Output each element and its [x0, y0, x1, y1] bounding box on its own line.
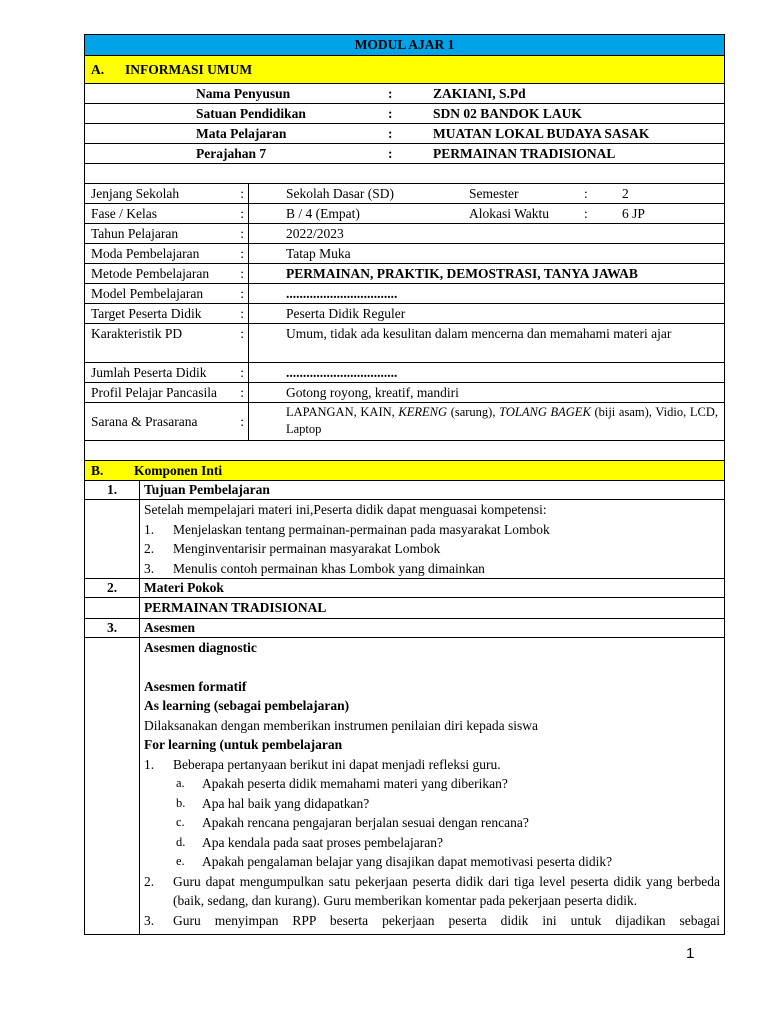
section-a-title: INFORMASI UMUM: [125, 62, 253, 77]
alokasi-value: 6 JP: [622, 206, 645, 221]
item-text: Apa hal baik yang didapatkan?: [202, 795, 370, 811]
info-value: SDN 02 BANDOK LAUK: [433, 106, 582, 121]
info-label: Nama Penyusun: [196, 86, 291, 101]
info-value: ZAKIANI, S.Pd: [433, 86, 526, 101]
detail-colon: :: [240, 266, 244, 281]
subsection-number: 3.: [85, 619, 140, 637]
item-text: Menulis contoh permainan khas Lombok yang dimainkan: [173, 560, 485, 576]
info-label: Perajahan 7: [196, 146, 267, 161]
info-value: MUATAN LOKAL BUDAYA SASAK: [433, 126, 650, 141]
subsection-materi: [85, 579, 724, 598]
detail-row-metode: [85, 264, 724, 284]
info-row-mapel: [85, 124, 724, 144]
module-document: [84, 34, 725, 935]
detail-colon: :: [240, 246, 244, 261]
detail-label: Profil Pelajar Pancasila: [91, 385, 217, 400]
semester-label: Semester: [469, 186, 519, 201]
detail-label: Target Peserta Didik: [91, 306, 202, 321]
detail-colon: :: [240, 226, 244, 241]
item-number: 1.: [144, 756, 155, 772]
item-letter: c.: [176, 815, 185, 829]
detail-value: .................................: [286, 286, 398, 301]
detail-row-tahun: [85, 224, 724, 244]
materi-content: PERMAINAN TRADISIONAL: [144, 600, 327, 615]
as-learning-heading: As learning (sebagai pembelajaran): [144, 698, 350, 713]
alokasi-label: Alokasi Waktu: [469, 206, 550, 221]
item-letter: a.: [176, 776, 185, 790]
as-learning-desc: Dilaksanakan dengan memberikan instrumen penilaian diri kepada siswa: [144, 717, 538, 733]
detail-row-target: [85, 304, 724, 324]
detail-value: Sekolah Dasar (SD): [286, 186, 394, 201]
subsection-title: Asesmen: [144, 619, 195, 635]
detail-row-karakteristik: [85, 324, 724, 363]
subsection-title: Tujuan Pembelajaran: [144, 482, 270, 497]
sub-list-item: [144, 813, 720, 833]
item-number: 1.: [144, 521, 155, 537]
detail-value: Peserta Didik Reguler: [286, 306, 406, 321]
sarana-part: (biji asam), Vidio, LCD, Laptop: [286, 405, 718, 436]
sarana-kereng: KERENG: [398, 405, 448, 419]
item-text: Apakah peserta didik memahami materi yang diberikan?: [202, 776, 508, 791]
detail-row-jenjang: [85, 184, 724, 204]
subsection-title: Materi Pokok: [144, 580, 224, 595]
detail-colon: :: [240, 186, 244, 201]
detail-value: 2022/2023: [286, 226, 344, 241]
item-text: Guru menyimpan RPP beserta pekerjaan peserta didik ini untuk dijadikan sebagai: [173, 912, 720, 928]
sarana-tolang-bagek: TOLANG BAGEK: [499, 405, 591, 419]
item-letter: b.: [176, 795, 186, 810]
list-item: [144, 520, 720, 540]
detail-colon: :: [240, 365, 244, 380]
detail-label: Jenjang Sekolah: [91, 186, 180, 201]
detail-label: Karakteristik PD: [91, 326, 183, 341]
subsection-tujuan: [85, 481, 724, 500]
item-text: Apakah rencana pengajaran berjalan sesuai dengan rencana?: [202, 815, 529, 830]
detail-value: B / 4 (Empat): [286, 206, 360, 221]
item-text: Apakah pengalaman belajar yang disajikan dapat memotivasi peserta didik?: [202, 854, 613, 869]
materi-body: [85, 598, 724, 619]
item-number: 2.: [144, 541, 155, 556]
sub-list-item: [144, 852, 720, 872]
page-number: 1: [686, 945, 695, 962]
subsection-number: 2.: [85, 579, 140, 597]
detail-colon: :: [240, 385, 244, 400]
tujuan-intro: Setelah mempelajari materi ini,Peserta didik dapat menguasai kompetensi:: [144, 502, 547, 517]
detail-label: Model Pembelajaran: [91, 286, 204, 301]
detail-value: PERMAINAN, PRAKTIK, DEMOSTRASI, TANYA JAWAB: [286, 266, 638, 281]
detail-row-profil: [85, 383, 724, 403]
detail-value: [249, 403, 724, 440]
asesmen-formatif: Asesmen formatif: [144, 678, 247, 694]
detail-colon: :: [240, 206, 244, 221]
subsection-number: 1.: [85, 481, 140, 499]
item-number: 2.: [144, 873, 155, 889]
detail-colon: :: [240, 286, 244, 301]
info-colon: :: [388, 106, 393, 121]
detail-colon: :: [240, 326, 244, 341]
item-number: 3.: [144, 912, 155, 928]
list-item: [144, 539, 720, 559]
item-text: Apa kendala pada saat proses pembelajaran?: [202, 834, 444, 850]
asesmen-body: [85, 638, 724, 936]
section-b-header: [85, 461, 724, 481]
sub-list-item: [144, 794, 720, 814]
detail-row-sarana: [85, 403, 724, 441]
item-letter: e.: [176, 854, 185, 868]
detail-value: Umum, tidak ada kesulitan dalam mencerna dan memahami materi ajar: [286, 326, 672, 341]
info-colon: :: [388, 146, 393, 161]
semester-colon: :: [584, 186, 588, 201]
info-row-satuan: [85, 104, 724, 124]
item-text: Menjelaskan tentang permainan-permainan pada masyarakat Lombok: [173, 521, 550, 537]
info-colon: :: [388, 126, 393, 141]
item-text: Beberapa pertanyaan berikut ini dapat menjadi refleksi guru.: [173, 756, 501, 772]
info-row-perajahan: [85, 144, 724, 164]
subsection-asesmen: [85, 619, 724, 638]
info-value: PERMAINAN TRADISIONAL: [433, 146, 616, 161]
detail-label: Moda Pembelajaran: [91, 246, 200, 261]
section-b-number: B.: [91, 463, 104, 478]
item-text: Guru dapat mengumpulkan satu pekerjaan peserta didik dari tiga level peserta didik yang berbeda (baik, sedang, dan kurang). Guru memberikan komentar pada pekerjaan peserta didik.: [173, 873, 720, 908]
detail-label: Metode Pembelajaran: [91, 266, 210, 281]
asesmen-diagnostic: Asesmen diagnostic: [144, 639, 257, 655]
list-item: [144, 911, 720, 931]
for-learning-heading: For learning (untuk pembelajaran: [144, 737, 343, 752]
detail-label: Tahun Pelajaran: [91, 226, 179, 241]
detail-label: Jumlah Peserta Didik: [91, 365, 207, 380]
semester-value: 2: [622, 186, 629, 201]
item-letter: d.: [176, 834, 186, 849]
detail-colon: :: [240, 414, 244, 429]
sarana-part: LAPANGAN, KAIN,: [286, 405, 399, 419]
detail-value: Tatap Muka: [286, 246, 351, 261]
section-b-title: Komponen Inti: [134, 463, 223, 478]
detail-row-jumlah: [85, 363, 724, 383]
info-label: Satuan Pendidikan: [196, 106, 306, 121]
sub-list-item: [144, 774, 720, 794]
detail-row-moda: [85, 244, 724, 264]
detail-label: Sarana & Prasarana: [91, 414, 198, 429]
section-a-header: [85, 56, 724, 84]
list-item: [144, 559, 720, 579]
info-colon: :: [388, 86, 393, 101]
module-title: MODUL AJAR 1: [85, 35, 724, 56]
alokasi-colon: :: [584, 206, 588, 221]
tujuan-body: [85, 500, 724, 579]
sarana-part: (sarung),: [447, 405, 500, 419]
detail-label: Fase / Kelas: [91, 206, 157, 221]
item-text: Menginventarisir permainan masyarakat Lombok: [173, 541, 441, 556]
section-a-number: A.: [91, 62, 105, 77]
item-number: 3.: [144, 560, 155, 576]
sub-list-item: [144, 833, 720, 853]
info-row-penyusun: [85, 84, 724, 104]
spacer-row: [85, 164, 724, 184]
detail-colon: :: [240, 306, 244, 321]
detail-value: .................................: [286, 365, 398, 380]
info-label: Mata Pelajaran: [196, 126, 287, 141]
detail-value: Gotong royong, kreatif, mandiri: [286, 385, 459, 400]
detail-row-fase: [85, 204, 724, 224]
detail-row-model: [85, 284, 724, 304]
list-item: [144, 755, 720, 775]
spacer-row: [85, 441, 724, 461]
list-item: [144, 872, 720, 911]
